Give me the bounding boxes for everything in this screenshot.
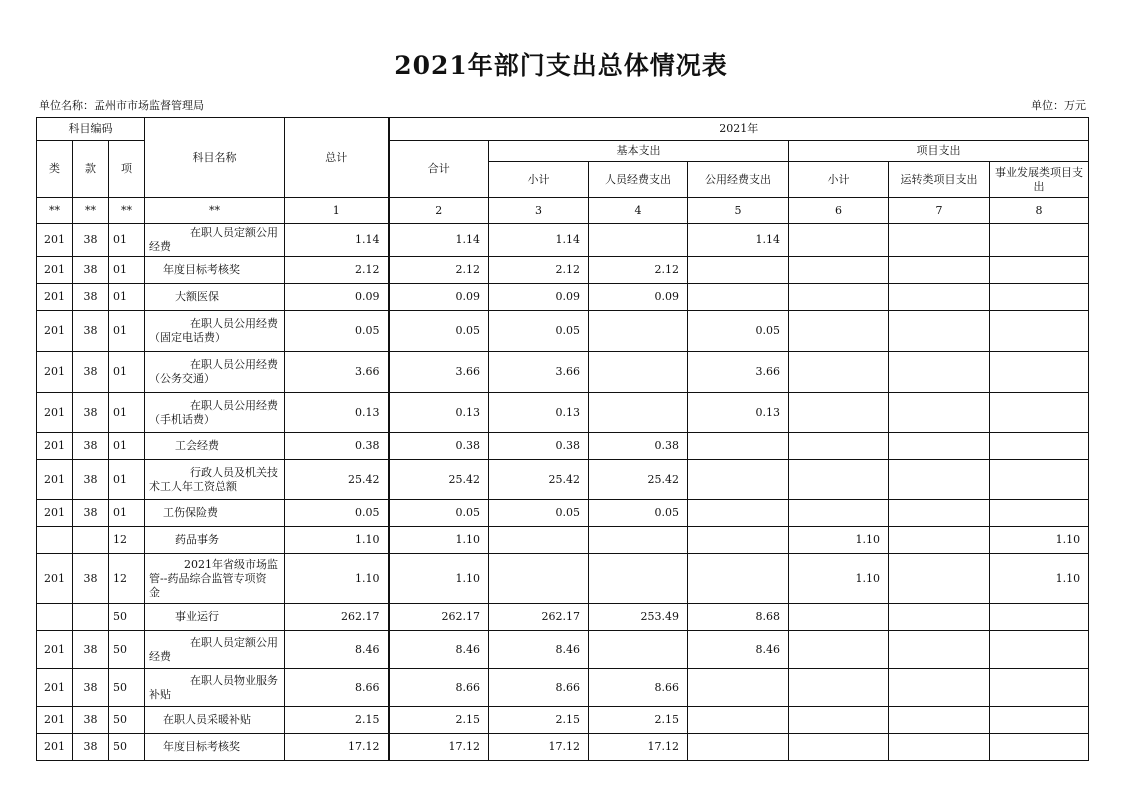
cell-lei: 201: [37, 224, 73, 257]
cell-amount-3: 2.15: [489, 707, 589, 734]
unit-name-label: 单位名称：孟州市市场监督管理局: [39, 99, 204, 112]
cell-amount-5: [688, 554, 789, 604]
cell-amount-2: 0.13: [389, 393, 489, 433]
cell-name-line: 金: [149, 585, 161, 599]
cell-amount-4: [589, 311, 688, 352]
header-public: 公用经费支出: [688, 162, 789, 198]
cell-amount-8: [990, 707, 1089, 734]
table-row: [37, 352, 1089, 393]
header-star: **: [73, 198, 109, 224]
table-row: [37, 224, 1089, 257]
header-col-num: 8: [990, 198, 1089, 224]
cell-amount-8: [990, 433, 1089, 460]
header-year: 2021年: [389, 118, 1089, 141]
cell-amount-4: 0.38: [589, 433, 688, 460]
cell-kuan: 38: [73, 257, 109, 284]
cell-amount-3: [489, 554, 589, 604]
cell-kuan: 38: [73, 500, 109, 527]
cell-name: [145, 393, 285, 433]
cell-amount-7: [889, 311, 990, 352]
expenditure-table: [36, 117, 1089, 761]
cell-amount-5: [688, 734, 789, 761]
cell-name-line: 补贴: [149, 687, 172, 701]
cell-name: [145, 527, 285, 554]
cell-amount-5: [688, 669, 789, 707]
header-col-num: 5: [688, 198, 789, 224]
cell-lei: 201: [37, 257, 73, 284]
cell-name-line: 药品事务: [175, 533, 220, 546]
header-basic-xiaoji: 小计: [489, 162, 589, 198]
cell-lei: 201: [37, 669, 73, 707]
cell-name-line: 行政人员及机关技: [190, 465, 279, 479]
cell-amount-2: 17.12: [389, 734, 489, 761]
cell-amount-3: 3.66: [489, 352, 589, 393]
cell-xiang: 01: [109, 433, 145, 460]
cell-xiang: 01: [109, 352, 145, 393]
cell-amount-4: 2.12: [589, 257, 688, 284]
table-row: [37, 604, 1089, 631]
cell-xiang: 01: [109, 393, 145, 433]
cell-kuan: 38: [73, 284, 109, 311]
cell-amount-4: [589, 527, 688, 554]
cell-xiang: 01: [109, 224, 145, 257]
cell-lei: 201: [37, 460, 73, 500]
cell-name-line: 2021年省级市场监: [184, 557, 279, 571]
cell-amount-7: [889, 669, 990, 707]
header-development: 事业发展类项目支出: [990, 162, 1089, 198]
cell-amount-1: 0.05: [285, 500, 389, 527]
cell-amount-1: 0.38: [285, 433, 389, 460]
cell-amount-6: [789, 224, 889, 257]
page-title: 2021年部门支出总体情况表: [394, 51, 728, 80]
cell-amount-7: [889, 631, 990, 669]
cell-amount-6: 1.10: [789, 554, 889, 604]
cell-amount-2: 2.12: [389, 257, 489, 284]
cell-amount-7: [889, 527, 990, 554]
table-row: [37, 527, 1089, 554]
cell-name-line: 年度目标考核奖: [163, 740, 241, 753]
cell-amount-2: 8.46: [389, 631, 489, 669]
cell-amount-5: 1.14: [688, 224, 789, 257]
cell-name: [145, 631, 285, 669]
table-row: [37, 554, 1089, 604]
cell-amount-2: 0.05: [389, 500, 489, 527]
cell-name: [145, 224, 285, 257]
table-row: [37, 669, 1089, 707]
cell-amount-7: [889, 604, 990, 631]
cell-amount-8: [990, 734, 1089, 761]
header-star: **: [145, 198, 285, 224]
header-col-num: 2: [389, 198, 489, 224]
cell-amount-2: 2.15: [389, 707, 489, 734]
header-name: 科目名称: [145, 118, 285, 198]
cell-amount-1: 1.10: [285, 527, 389, 554]
cell-amount-1: 1.14: [285, 224, 389, 257]
header-col-num: 1: [285, 198, 389, 224]
cell-xiang: 50: [109, 631, 145, 669]
cell-amount-4: [589, 393, 688, 433]
cell-amount-6: [789, 604, 889, 631]
cell-amount-5: [688, 257, 789, 284]
cell-name-line: 经费: [149, 240, 172, 253]
cell-kuan: [73, 527, 109, 554]
cell-amount-6: [789, 707, 889, 734]
cell-amount-7: [889, 554, 990, 604]
cell-amount-8: [990, 284, 1089, 311]
table-row: [37, 393, 1089, 433]
cell-amount-8: [990, 460, 1089, 500]
cell-kuan: 38: [73, 433, 109, 460]
cell-amount-1: 0.05: [285, 311, 389, 352]
cell-name: [145, 352, 285, 393]
cell-kuan: 38: [73, 669, 109, 707]
header-lei: 类: [37, 141, 73, 198]
header-transfer: 运转类项目支出: [889, 162, 990, 198]
cell-lei: [37, 527, 73, 554]
cell-amount-1: 0.13: [285, 393, 389, 433]
cell-amount-2: 8.66: [389, 669, 489, 707]
cell-kuan: 38: [73, 460, 109, 500]
cell-amount-7: [889, 393, 990, 433]
cell-amount-7: [889, 224, 990, 257]
cell-amount-5: [688, 460, 789, 500]
cell-name: [145, 257, 285, 284]
cell-amount-3: 8.66: [489, 669, 589, 707]
cell-amount-7: [889, 257, 990, 284]
cell-amount-6: [789, 433, 889, 460]
cell-xiang: 50: [109, 734, 145, 761]
cell-lei: 201: [37, 500, 73, 527]
header-col-num: 7: [889, 198, 990, 224]
cell-amount-3: 0.38: [489, 433, 589, 460]
cell-amount-1: 8.46: [285, 631, 389, 669]
cell-name: [145, 734, 285, 761]
table-row: [37, 631, 1089, 669]
cell-amount-3: 0.09: [489, 284, 589, 311]
cell-amount-8: [990, 311, 1089, 352]
cell-amount-2: 1.14: [389, 224, 489, 257]
cell-amount-5: 8.46: [688, 631, 789, 669]
cell-amount-4: 253.49: [589, 604, 688, 631]
cell-amount-1: 8.66: [285, 669, 389, 707]
header-star: **: [37, 198, 73, 224]
cell-amount-1: 2.12: [285, 257, 389, 284]
cell-amount-5: [688, 527, 789, 554]
cell-amount-1: 17.12: [285, 734, 389, 761]
cell-name-line: 事业运行: [175, 610, 220, 623]
cell-name-line: 在职人员定额公用: [190, 635, 279, 649]
header-basic: 基本支出: [489, 141, 789, 162]
cell-name-line: 年度目标考核奖: [163, 263, 241, 276]
cell-amount-8: [990, 257, 1089, 284]
cell-amount-1: 262.17: [285, 604, 389, 631]
cell-name-line: 大额医保: [175, 290, 220, 303]
cell-amount-2: 0.38: [389, 433, 489, 460]
cell-name-line: 经费: [149, 649, 172, 663]
cell-xiang: 01: [109, 257, 145, 284]
cell-amount-3: 8.46: [489, 631, 589, 669]
cell-amount-2: 1.10: [389, 554, 489, 604]
cell-name-line: 工会经费: [175, 439, 220, 452]
cell-xiang: 50: [109, 669, 145, 707]
cell-amount-4: [589, 554, 688, 604]
cell-name: [145, 460, 285, 500]
cell-amount-6: [789, 631, 889, 669]
cell-lei: [37, 604, 73, 631]
header-col-num: 4: [589, 198, 688, 224]
cell-amount-4: 17.12: [589, 734, 688, 761]
cell-amount-2: 25.42: [389, 460, 489, 500]
table-row: [37, 257, 1089, 284]
cell-amount-5: [688, 433, 789, 460]
cell-amount-3: 1.14: [489, 224, 589, 257]
cell-amount-5: [688, 500, 789, 527]
header-project-xiaoji: 小计: [789, 162, 889, 198]
cell-kuan: [73, 604, 109, 631]
cell-name-line: 在职人员公用经费: [190, 358, 279, 371]
cell-kuan: 38: [73, 734, 109, 761]
cell-amount-6: [789, 669, 889, 707]
cell-name: [145, 604, 285, 631]
table-row: [37, 284, 1089, 311]
header-col-num: 3: [489, 198, 589, 224]
cell-lei: 201: [37, 352, 73, 393]
cell-name-line: 术工人年工资总额: [149, 479, 238, 493]
header-project: 项目支出: [789, 141, 1089, 162]
cell-xiang: 01: [109, 460, 145, 500]
cell-amount-6: [789, 734, 889, 761]
cell-kuan: 38: [73, 352, 109, 393]
cell-xiang: 12: [109, 527, 145, 554]
table-row: [37, 734, 1089, 761]
cell-amount-2: 1.10: [389, 527, 489, 554]
cell-name-line: 在职人员物业服务: [190, 673, 279, 687]
cell-amount-3: 0.13: [489, 393, 589, 433]
cell-xiang: 50: [109, 604, 145, 631]
cell-kuan: 38: [73, 224, 109, 257]
cell-amount-3: [489, 527, 589, 554]
header-code: 科目编码: [37, 118, 145, 141]
cell-amount-2: 3.66: [389, 352, 489, 393]
cell-name: [145, 500, 285, 527]
cell-amount-8: [990, 604, 1089, 631]
cell-amount-5: 0.13: [688, 393, 789, 433]
cell-amount-7: [889, 352, 990, 393]
cell-lei: 201: [37, 284, 73, 311]
cell-kuan: 38: [73, 554, 109, 604]
cell-lei: 201: [37, 734, 73, 761]
cell-amount-5: [688, 284, 789, 311]
cell-amount-4: [589, 631, 688, 669]
header-xiang: 项: [109, 141, 145, 198]
cell-amount-3: 17.12: [489, 734, 589, 761]
cell-amount-8: [990, 631, 1089, 669]
cell-amount-4: 25.42: [589, 460, 688, 500]
cell-amount-8: [990, 500, 1089, 527]
cell-amount-8: [990, 669, 1089, 707]
cell-amount-1: 1.10: [285, 554, 389, 604]
cell-name-line: （固定电话费）: [149, 331, 227, 344]
cell-amount-8: 1.10: [990, 527, 1089, 554]
cell-xiang: 12: [109, 554, 145, 604]
header-total: 总计: [285, 118, 389, 198]
cell-amount-6: [789, 284, 889, 311]
cell-xiang: 01: [109, 311, 145, 352]
cell-amount-5: 8.68: [688, 604, 789, 631]
cell-amount-7: [889, 460, 990, 500]
cell-amount-3: 2.12: [489, 257, 589, 284]
cell-amount-7: [889, 734, 990, 761]
cell-amount-6: [789, 460, 889, 500]
header-heji: 合计: [389, 141, 489, 198]
cell-amount-3: 262.17: [489, 604, 589, 631]
cell-xiang: 01: [109, 500, 145, 527]
cell-kuan: 38: [73, 631, 109, 669]
cell-name: [145, 669, 285, 707]
cell-name-line: （手机话费）: [149, 412, 216, 426]
cell-name-line: 工伤保险费: [163, 506, 219, 519]
header-personnel: 人员经费支出: [589, 162, 688, 198]
cell-name-line: （公务交通）: [149, 372, 216, 385]
cell-amount-7: [889, 500, 990, 527]
cell-name-line: 在职人员采暖补贴: [163, 713, 252, 726]
cell-name: [145, 284, 285, 311]
cell-amount-2: 0.05: [389, 311, 489, 352]
table-row: [37, 707, 1089, 734]
cell-amount-6: [789, 257, 889, 284]
cell-kuan: 38: [73, 311, 109, 352]
cell-amount-6: [789, 393, 889, 433]
cell-amount-7: [889, 284, 990, 311]
cell-name-line: 管--药品综合监管专项资: [149, 571, 267, 585]
cell-amount-8: [990, 224, 1089, 257]
cell-amount-1: 3.66: [285, 352, 389, 393]
cell-lei: 201: [37, 554, 73, 604]
header-col-num: 6: [789, 198, 889, 224]
cell-lei: 201: [37, 631, 73, 669]
cell-amount-1: 2.15: [285, 707, 389, 734]
cell-amount-6: [789, 311, 889, 352]
cell-kuan: 38: [73, 707, 109, 734]
table-row: [37, 433, 1089, 460]
cell-amount-4: 2.15: [589, 707, 688, 734]
cell-amount-4: 0.09: [589, 284, 688, 311]
cell-lei: 201: [37, 433, 73, 460]
cell-amount-3: 0.05: [489, 500, 589, 527]
cell-lei: 201: [37, 311, 73, 352]
cell-amount-4: [589, 352, 688, 393]
cell-amount-8: [990, 352, 1089, 393]
cell-amount-5: 0.05: [688, 311, 789, 352]
cell-amount-5: 3.66: [688, 352, 789, 393]
table-row: [37, 500, 1089, 527]
cell-name-line: 在职人员公用经费: [190, 317, 279, 330]
header-star: **: [109, 198, 145, 224]
cell-amount-1: 0.09: [285, 284, 389, 311]
cell-amount-8: [990, 393, 1089, 433]
table-row: [37, 460, 1089, 500]
cell-amount-4: [589, 224, 688, 257]
cell-amount-7: [889, 433, 990, 460]
cell-amount-6: [789, 500, 889, 527]
cell-name-line: 在职人员定额公用: [190, 226, 279, 239]
cell-xiang: 01: [109, 284, 145, 311]
cell-amount-8: 1.10: [990, 554, 1089, 604]
cell-lei: 201: [37, 393, 73, 433]
cell-amount-7: [889, 707, 990, 734]
unit-label: 单位：万元: [1031, 99, 1086, 112]
cell-xiang: 50: [109, 707, 145, 734]
cell-amount-3: 0.05: [489, 311, 589, 352]
cell-name: [145, 554, 285, 604]
cell-name-line: 在职人员公用经费: [190, 398, 279, 412]
cell-amount-5: [688, 707, 789, 734]
cell-amount-6: 1.10: [789, 527, 889, 554]
table-row: [37, 311, 1089, 352]
cell-kuan: 38: [73, 393, 109, 433]
cell-name: [145, 707, 285, 734]
cell-amount-2: 262.17: [389, 604, 489, 631]
cell-lei: 201: [37, 707, 73, 734]
cell-amount-2: 0.09: [389, 284, 489, 311]
cell-amount-6: [789, 352, 889, 393]
header-kuan: 款: [73, 141, 109, 198]
cell-amount-4: 8.66: [589, 669, 688, 707]
cell-amount-3: 25.42: [489, 460, 589, 500]
cell-name: [145, 433, 285, 460]
cell-amount-4: 0.05: [589, 500, 688, 527]
cell-name: [145, 311, 285, 352]
cell-amount-1: 25.42: [285, 460, 389, 500]
